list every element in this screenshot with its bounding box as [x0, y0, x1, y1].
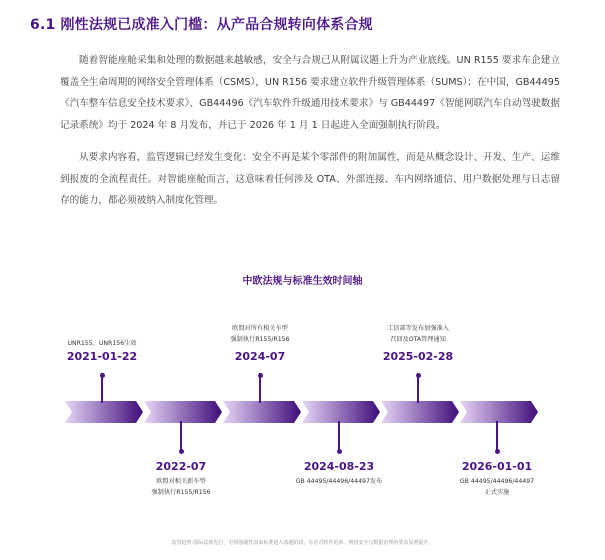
event-note-line: 欧盟对相关新车型 [156, 478, 206, 485]
body-paragraph-2: 从要求内容看，监管逻辑已经发生变化：安全不再是某个零部件的附加属性，而是从概念设计、开发、生产、运维到报废的全流程责任。对智能座舱而言，这意味着任何涉及 OTA、外部连接、车内网络通信、用户数据处理与日志留存的能力，都必须被纳入制度化管理。 [60, 152, 560, 207]
event-top-1-date: 2021-01-22 [66, 350, 138, 363]
timeline-segment-6 [460, 401, 538, 423]
body-paragraph-1: 随着智能座舱采集和处理的数据越来越敏感，安全与合规已从附属议题上升为产业底线。UN R155 要求车企建立覆盖全生命周期的网络安全管理体系（CSMS），UN R156 要求建立软件升级管理体系（SUMS）；在中国，GB44495《汽车整车信息安全技术要求》、GB44496《汽车软件升级通用技术要求》与 GB44497《智能网联汽车自动驾驶数据记录系统》均于 2024 年 8 月发布，并已于 2026 年 1 月 1 日起进入全面强制执行阶段。 [60, 55, 561, 131]
event-bottom-1-dot [179, 449, 184, 454]
timeline-segment-3 [223, 401, 301, 423]
event-bottom-1-note [151, 476, 210, 498]
event-top-1-dot [100, 373, 105, 378]
timeline-title: 中欧法规与标准生效时间轴 [242, 276, 363, 287]
event-bottom-3-date: 2026-01-01 [461, 460, 533, 473]
timeline-segment-4 [302, 401, 380, 423]
event-bottom-3-dot [495, 449, 500, 454]
event-note-line: 强制执行R155/R156 [230, 336, 290, 343]
event-top-2-note [230, 323, 289, 345]
footnote: 监管趋势:国际法规先行，中国强制性国家标准进入落地阶段，车企对软件更新、网络安全与数据治理的要求显著提升。 [171, 540, 434, 546]
event-bottom-2-note [296, 476, 383, 487]
event-top-3-dot [416, 373, 421, 378]
section-heading: 6.1 刚性法规已成准入门槛：从产品合规转向体系合规 [30, 17, 373, 33]
event-bottom-2-dot [337, 449, 342, 454]
event-top-1-note [67, 338, 136, 349]
event-bottom-2-date: 2024-08-23 [303, 460, 375, 473]
event-note-line: 欧盟对所有相关车型 [232, 325, 288, 332]
timeline-segment-2 [144, 401, 222, 423]
event-note-line: 正式实施 [484, 489, 510, 496]
event-note-line: 工信部等发布加强准入 [387, 325, 449, 332]
event-top-2-dot [258, 373, 263, 378]
event-note-line: UNR155、UNR156生效 [67, 340, 137, 347]
event-top-3-note [387, 323, 449, 345]
event-note-line: 召回及OTA管理通知 [390, 336, 446, 343]
event-bottom-1-date: 2022-07 [155, 460, 207, 473]
event-bottom-3-note [460, 476, 534, 498]
event-note-line: GB 44495/44496/44497发布 [295, 478, 383, 485]
event-top-3-date: 2025-02-28 [382, 350, 454, 363]
event-note-line: GB 44495/44496/44497 [459, 478, 535, 485]
timeline-segment-1 [65, 401, 143, 423]
timeline-segment-5 [381, 401, 459, 423]
event-top-2-date: 2024-07 [234, 350, 286, 363]
event-note-line: 强制执行R155/R156 [151, 489, 211, 496]
